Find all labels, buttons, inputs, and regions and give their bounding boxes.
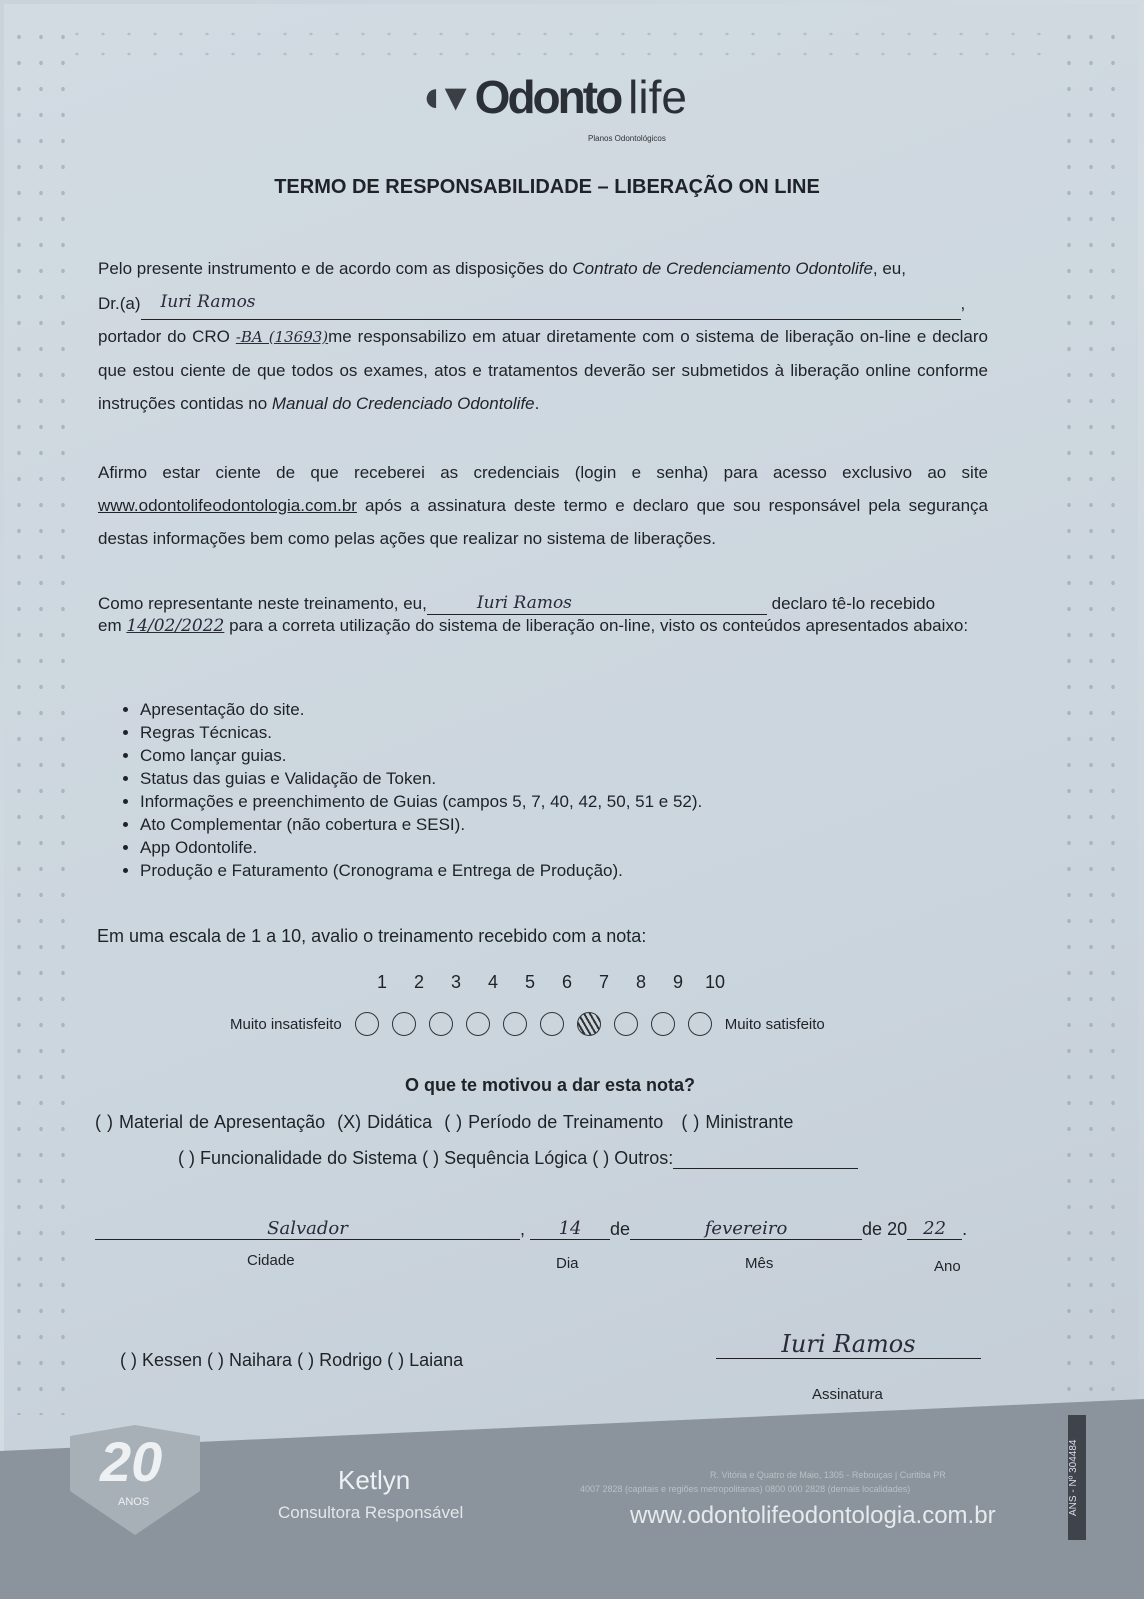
anniversary-label: ANOS xyxy=(118,1496,150,1508)
consultant-checkbox[interactable]: ( ) Kessen xyxy=(120,1350,203,1370)
motive-checkbox[interactable]: ( ) Outros: xyxy=(592,1148,674,1168)
year-label: Ano xyxy=(934,1258,961,1275)
cro-field[interactable]: -BA (13693) xyxy=(235,328,329,346)
scale-high-label: Muito satisfeito xyxy=(724,1015,825,1033)
rating-scale-numbers xyxy=(370,972,727,993)
motive-checkbox[interactable]: (X) Didática xyxy=(337,1112,433,1132)
rating-radio-6[interactable] xyxy=(540,1012,564,1036)
day-label: Dia xyxy=(556,1255,579,1272)
rating-radio-7[interactable] xyxy=(577,1012,601,1036)
rating-radio-9[interactable] xyxy=(651,1012,675,1036)
text: Pelo presente instrumento e de acordo com as disposições do xyxy=(98,259,573,278)
text: após a assinatura deste termo e declaro que sou responsável pela segurança destas informações bem como pelas ações que realizar no sistema de liberações. xyxy=(98,496,988,548)
label: Dr.(a) xyxy=(98,294,141,313)
list-item: • Como lançar guias. xyxy=(140,744,702,767)
text: Contrato de Credenciamento Odontolife xyxy=(572,259,873,278)
rating-radio-4[interactable] xyxy=(466,1012,490,1036)
motive-options-row-2 xyxy=(178,1148,858,1169)
consultant-checkbox[interactable]: ( ) Naihara xyxy=(207,1350,293,1370)
signature[interactable]: Iuri Ramos xyxy=(781,1330,916,1358)
scale-number: 7 xyxy=(598,972,609,992)
motive-checkbox[interactable]: ( ) Funcionalidade do Sistema xyxy=(178,1148,418,1168)
scale-number: 1 xyxy=(376,972,387,992)
text: em xyxy=(98,616,122,635)
list-item: • Regras Técnicas. xyxy=(140,721,702,744)
ans-registration: ANS - Nº 304484 xyxy=(1068,1415,1086,1540)
text: declaro tê-lo recebido xyxy=(771,594,936,613)
scale-number: 8 xyxy=(635,972,646,992)
month-field[interactable]: fevereiro xyxy=(704,1218,788,1239)
city-field[interactable]: Salvador xyxy=(267,1218,348,1239)
page-title: TERMO DE RESPONSABILIDADE – LIBERAÇÃO ON LINE xyxy=(274,176,820,198)
list-item: • Apresentação do site. xyxy=(140,698,702,721)
list-item: • App Odontolife. xyxy=(140,836,702,859)
label: portador do CRO xyxy=(98,327,230,346)
text: Manual do Credenciado Odontolife xyxy=(271,394,535,413)
site-link[interactable]: www.odontolifeodontologia.com.br xyxy=(98,496,357,515)
representative-name-field[interactable]: Iuri Ramos xyxy=(476,593,572,613)
motive-checkbox[interactable]: ( ) Ministrante xyxy=(681,1112,794,1132)
day-field[interactable]: 14 xyxy=(558,1218,582,1239)
paragraph-2 xyxy=(98,456,988,555)
rating-question: Em uma escala de 1 a 10, avalio o treinamento recebido com a nota: xyxy=(97,926,647,946)
footer-address: R. Vitória e Quatro de Maio, 1305 - Rebouças | Curitiba PR xyxy=(710,1470,946,1480)
logo-mark-icon: ◖▾ xyxy=(418,72,467,121)
logo-text: life xyxy=(628,71,687,123)
consultant-role: Consultora Responsável xyxy=(278,1503,464,1522)
signature-label: Assinatura xyxy=(812,1386,883,1403)
text: me responsabilizo em atuar diretamente com o sistema de liberação on-line e declaro que estou ciente de que todos os exames, atos e tratamentos deverão ser submetidos à liberação online conforme instruções contidas no xyxy=(98,327,988,413)
text: Como representante neste treinamento, eu, xyxy=(98,594,427,613)
consultant-checkbox[interactable]: ( ) Laiana xyxy=(387,1350,464,1370)
dot-pattern xyxy=(8,24,68,1415)
rating-radio-2[interactable] xyxy=(392,1012,416,1036)
motive-checkbox[interactable]: ( ) Período de Treinamento xyxy=(444,1112,664,1132)
list-item: • Status das guias e Validação de Token. xyxy=(140,767,702,790)
rating-radio-1[interactable] xyxy=(355,1012,379,1036)
text: . xyxy=(534,394,540,413)
rating-radio-5[interactable] xyxy=(503,1012,527,1036)
consultant-name: Ketlyn xyxy=(338,1465,411,1495)
scale-number: 10 xyxy=(704,972,726,992)
rating-radio-3[interactable] xyxy=(429,1012,453,1036)
scale-low-label: Muito insatisfeito xyxy=(230,1015,342,1033)
city-label: Cidade xyxy=(247,1252,295,1269)
paragraph-3 xyxy=(98,592,998,637)
footer-site-link[interactable]: www.odontolifeodontologia.com.br xyxy=(630,1502,996,1529)
scale-number: 9 xyxy=(672,972,683,992)
motive-options-row-1 xyxy=(95,1112,793,1133)
footer-phones: 4007 2828 (capitais e regiões metropolitanas) 0800 000 2828 (demais localidades) xyxy=(580,1484,911,1494)
rating-radio-group xyxy=(230,1012,825,1036)
anniversary-number: 20 xyxy=(100,1430,163,1493)
motive-checkbox[interactable]: ( ) Sequência Lógica xyxy=(422,1148,588,1168)
year-field[interactable]: 22 xyxy=(923,1218,947,1239)
list-item: • Informações e preenchimento de Guias (campos 5, 7, 40, 42, 50, 51 e 52). xyxy=(140,790,702,813)
dot-pattern xyxy=(1058,24,1118,1415)
paragraph-1: Pelo presente instrumento e de acordo com as disposições do Contrato de Credenciamento Odontolife, eu, Dr.(a) Iuri Ramos , portador do CRO -BA (13693)me responsabilizo em atuar diretamente com o sistema de liberação on-line e declaro que estou ciente de que todos os exames, atos e tratamentos deverão ser submetidos à liberação online conforme instruções contidas no Manual do Credenciado Odontolife. xyxy=(98,259,988,413)
list-item: • Produção e Faturamento (Cronograma e Entrega de Produção). xyxy=(140,859,702,882)
consultant-options xyxy=(120,1350,463,1371)
text: de xyxy=(610,1219,631,1239)
dentist-name-field[interactable]: Iuri Ramos xyxy=(160,292,256,312)
scale-number: 6 xyxy=(561,972,572,992)
scale-number: 5 xyxy=(524,972,535,992)
rating-radio-8[interactable] xyxy=(614,1012,638,1036)
dot-pattern xyxy=(64,24,1058,64)
odontolife-logo xyxy=(418,71,687,143)
scale-number: 3 xyxy=(450,972,461,992)
place-date-line: Salvador , 14 de fevereiro de 20 22 . xyxy=(95,1218,967,1240)
logo-tagline: Planos Odontológicos xyxy=(588,134,666,143)
logo-text: Odonto xyxy=(474,71,621,123)
scale-number: 4 xyxy=(487,972,498,992)
consultant-checkbox[interactable]: ( ) Rodrigo xyxy=(297,1350,383,1370)
signature-line xyxy=(716,1330,981,1359)
motive-question: O que te motivou a dar esta nota? xyxy=(404,1075,696,1095)
text: de 20 xyxy=(862,1219,908,1239)
list-item: • Ato Complementar (não cobertura e SESI). xyxy=(140,813,702,836)
topics-list xyxy=(118,698,702,882)
text: , eu, xyxy=(872,259,906,278)
text: Afirmo estar ciente de que receberei as credenciais (login e senha) para acesso exclusivo ao site xyxy=(98,463,988,482)
rating-radio-10[interactable] xyxy=(688,1012,712,1036)
scale-number: 2 xyxy=(413,972,424,992)
month-label: Mês xyxy=(745,1255,774,1272)
motive-checkbox[interactable]: ( ) Material de Apresentação xyxy=(95,1112,326,1132)
date-field[interactable]: 14/02/2022 xyxy=(126,616,225,636)
text: para a correta utilização do sistema de liberação on-line, visto os conteúdos apresentados abaixo: xyxy=(224,616,969,635)
